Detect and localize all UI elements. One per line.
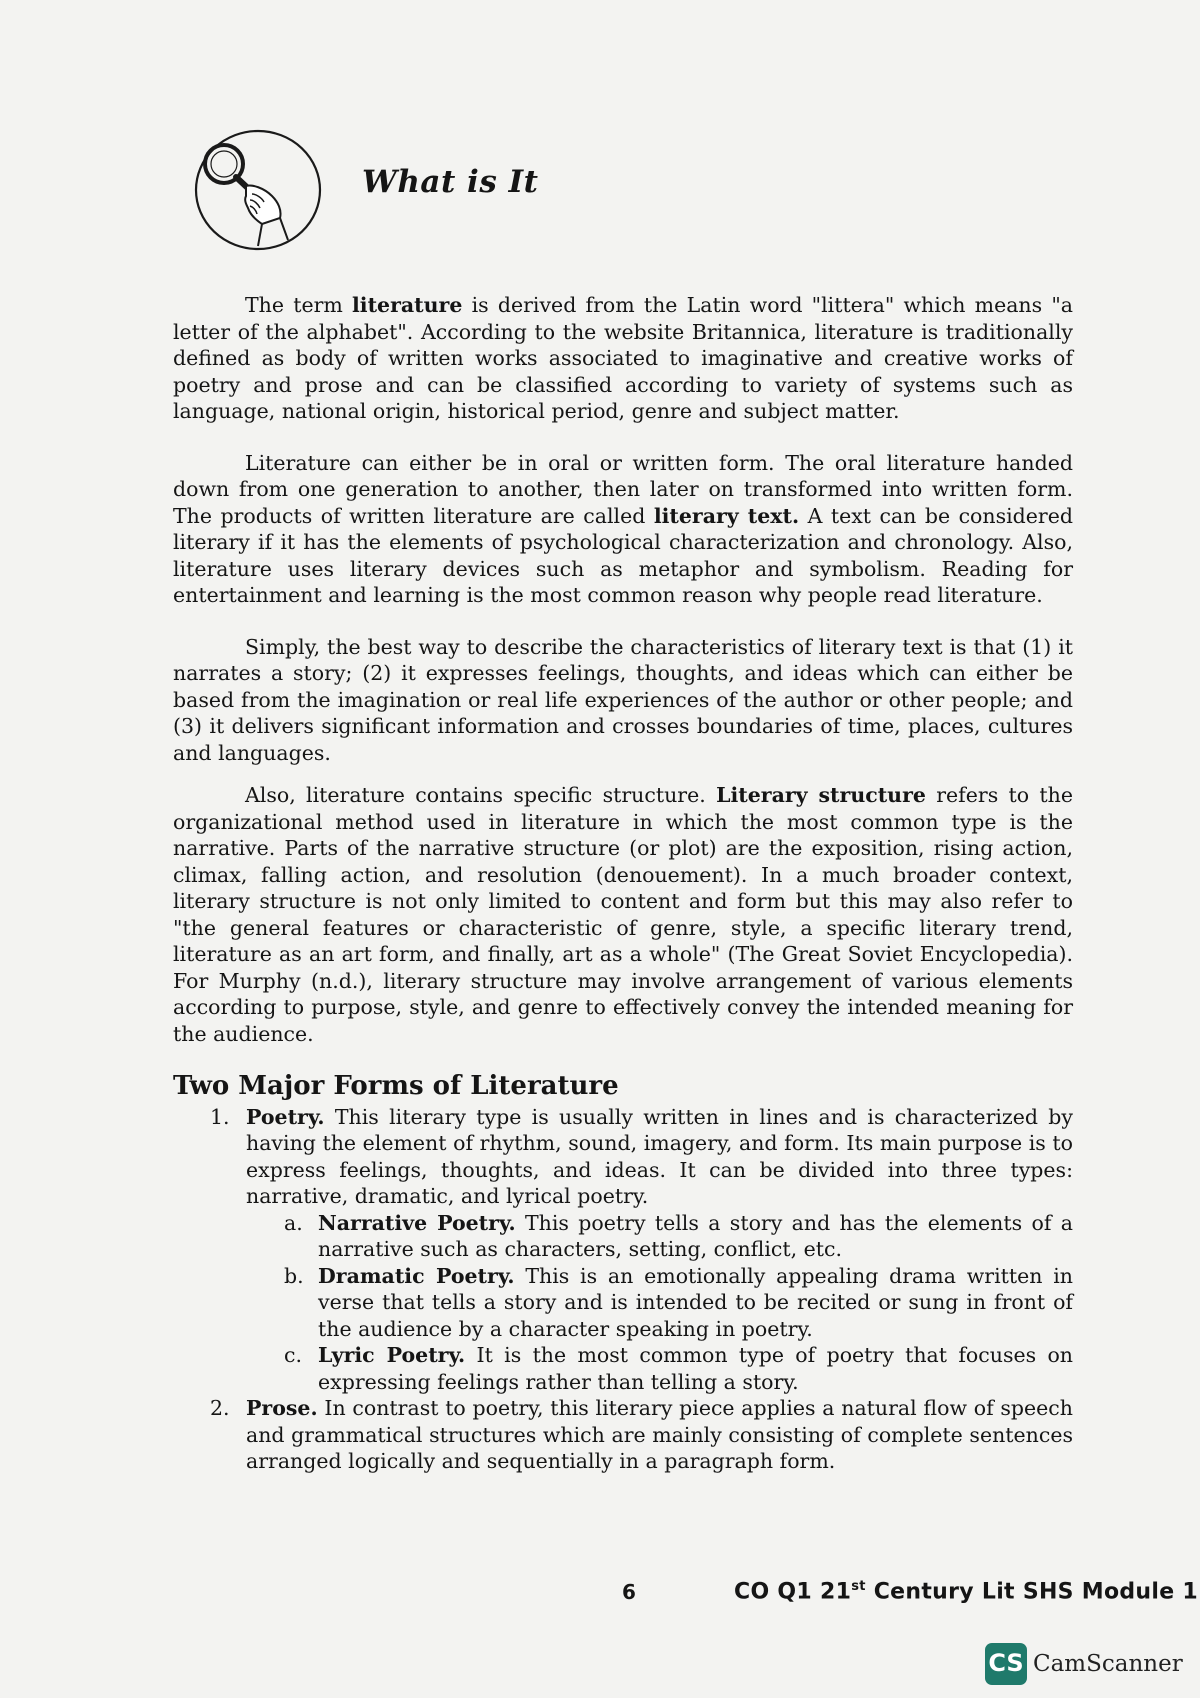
body-text xyxy=(173,292,1073,1475)
list-marker: 2. xyxy=(210,1396,230,1420)
paragraph-2: Literature can either be in oral or written form. The oral literature handed down from one generation to another, then later on transformed into written form. The products of written literature are called literary text. A text can be considered literary if it has the elements of psychological characterization and chronology. Also, literature uses literary devices such as metaphor and symbolism. Reading for entertainment and learning is the most common reason why people read literature. xyxy=(173,450,1073,607)
list-item: 1. Poetry. This literary type is usually written in lines and is characterized by having the element of rhythm, sound, imagery, and form. Its main purpose is to express feelings, thoughts, and ideas. It can be divided into three types: narrative, dramatic, and lyrical poetry. xyxy=(210,1104,1073,1208)
camscanner-label: CamScanner xyxy=(1033,1651,1183,1677)
sub-list-item: c. Lyric Poetry. It is the most common type of poetry that focuses on expressing feelings rather than telling a story. xyxy=(284,1343,1073,1394)
section-header xyxy=(192,128,892,253)
section-title: Two Major Forms of Literature xyxy=(173,1071,619,1101)
camscanner-logo-icon: CS xyxy=(985,1643,1027,1685)
sub-list-marker: b. xyxy=(284,1263,304,1288)
sub-list-item: a. Narrative Poetry. This poetry tells a story and has the elements of a narrative such as characters, setting, conflict, etc. xyxy=(284,1210,1073,1261)
page-title: What is It xyxy=(362,164,539,200)
paragraph-1: The term literature is derived from the Latin word "littera" which means "a letter of the alphabet". According to the website Britannica, literature is traditionally defined as body of written works associated to imaginative and creative works of poetry and prose and can be classified according to variety of systems such as language, national origin, historical period, genre and subject matter. xyxy=(173,293,1073,423)
sub-list-item: b. Dramatic Poetry. This is an emotionally appealing drama written in verse that tells a story and is intended to be recited or sung in front of the audience by a character speaking in poetry. xyxy=(284,1263,1073,1341)
list-item: 2. Prose. In contrast to poetry, this literary piece applies a natural flow of speech and grammatical structures which are mainly consisting of complete sentences arranged logically and sequentially in a paragraph form. xyxy=(210,1396,1073,1473)
page-number: 6 xyxy=(622,1580,636,1604)
magnifying-glass-hand-icon xyxy=(192,128,322,253)
sub-list-marker: a. xyxy=(284,1210,303,1235)
camscanner-watermark xyxy=(985,1643,1185,1687)
course-code: CO Q1 21st Century Lit SHS Module 1 xyxy=(734,1579,1199,1605)
sub-list-marker: c. xyxy=(284,1343,302,1367)
paragraph-3: Simply, the best way to describe the characteristics of literary text is that (1) it narrates a story; (2) it expresses feelings, thoughts, and ideas which can either be based from the imagination or real life experiences of the author or other people; and (3) it delivers significant information and crosses boundaries of time, places, cultures and languages. xyxy=(173,634,1073,765)
list-marker: 1. xyxy=(210,1104,230,1129)
paragraph-4: Also, literature contains specific structure. Literary structure refers to the organizational method used in literature in which the most common type is the narrative. Parts of the narrative structure (or plot) are the exposition, rising action, climax, falling action, and resolution (denouement). In a much broader context, literary structure is not only limited to content and form but this may also refer to "the general features or characteristic of genre, style, a specific literary trend, literature as an art form, and finally, art as a whole" (The Great Soviet Encyclopedia). For Murphy (n.d.), literary structure may involve arrangement of various elements according to purpose, style, and genre to effectively convey the intended meaning for the audience. xyxy=(173,783,1074,1046)
